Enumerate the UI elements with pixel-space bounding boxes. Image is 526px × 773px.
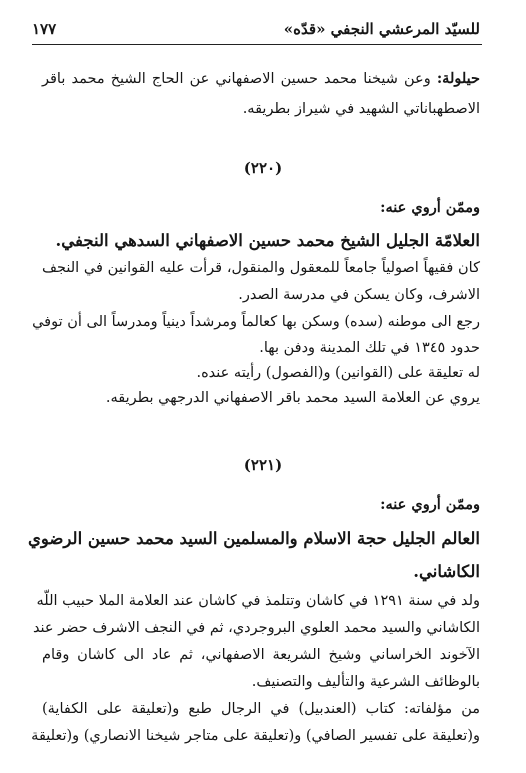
- entry-number: (٢٢١): [243, 456, 283, 474]
- entry-name: العالم الجليل حجة الاسلام والمسلمين السيد محمد حسين الرضوي: [27, 529, 480, 548]
- running-title: للسيّد المرعشي النجفي «قدّه»: [283, 20, 480, 38]
- header-rule: [32, 44, 482, 45]
- entry-text-line: حدود ١٣٤٥ في تلك المدينة ودفن بها.: [259, 340, 480, 356]
- entry-text-line: الآخوند الخراساني وشيخ الشريعة الاصفهاني، ثم عاد الى كاشان وقام: [42, 647, 480, 663]
- entry-text-line: و(تعليقة على تفسير الصافي) و(تعليقة على متاجر شيخنا الانصاري) و(تعليقة: [31, 728, 480, 744]
- entry-intro: وممّن أروي عنه:: [380, 199, 480, 216]
- note-line-1: [42, 70, 480, 87]
- running-header: [32, 20, 480, 44]
- entry-text-line: ولد في سنة ١٢٩١ في كاشان وتتلمذ في كاشان عند العلامة الملا حبيب اللّه: [36, 593, 480, 609]
- entry-text-line: من مؤلفاته: كتاب (العندبيل) في الرجال طبع و(تعليقة على الكفاية): [42, 701, 480, 717]
- entry-text-line: يروي عن العلامة السيد محمد باقر الاصفهاني الدرجهي بطريقه.: [105, 390, 480, 406]
- entry-text-line: بالوظائف الشرعية والتأليف والتصنيف.: [251, 674, 480, 690]
- entry-text-line: الكاشاني والسيد محمد العلوي البروجردي، ثم في النجف الاشرف حضر عند: [32, 620, 480, 636]
- entry-text-line: الاشرف، وكان يسكن في مدرسة الصدر.: [238, 287, 480, 303]
- entry-name-cont: الكاشاني.: [413, 562, 480, 581]
- entry-intro: وممّن أروي عنه:: [380, 496, 480, 513]
- note-line-2: الاصطهباناتي الشهيد في شيراز بطريقه.: [242, 101, 480, 117]
- note-line-1-text: وعن شيخنا محمد حسين الاصفهاني عن الحاج الشيخ محمد باقر: [42, 71, 437, 87]
- entry-text-line: له تعليقة على (القوانين) و(الفصول) رأيته عنده.: [196, 365, 480, 381]
- note-label: حيلولة:: [436, 70, 480, 87]
- page-number: ١٧٧: [32, 20, 57, 38]
- entry-name: العلامّة الجليل الشيخ محمد حسين الاصفهاني السدهي النجفي.: [55, 231, 480, 250]
- entry-text-line: رجع الى موطنه (سده) وسكن بها كعالماً ومرشداً دينياً ومدرساً الى أن توفي: [32, 314, 480, 330]
- entry-text-line: كان فقيهاً اصولياً جامعاً للمعقول والمنقول، قرأت عليه القوانين في النجف: [42, 260, 480, 276]
- entry-number: (٢٢٠): [243, 159, 283, 177]
